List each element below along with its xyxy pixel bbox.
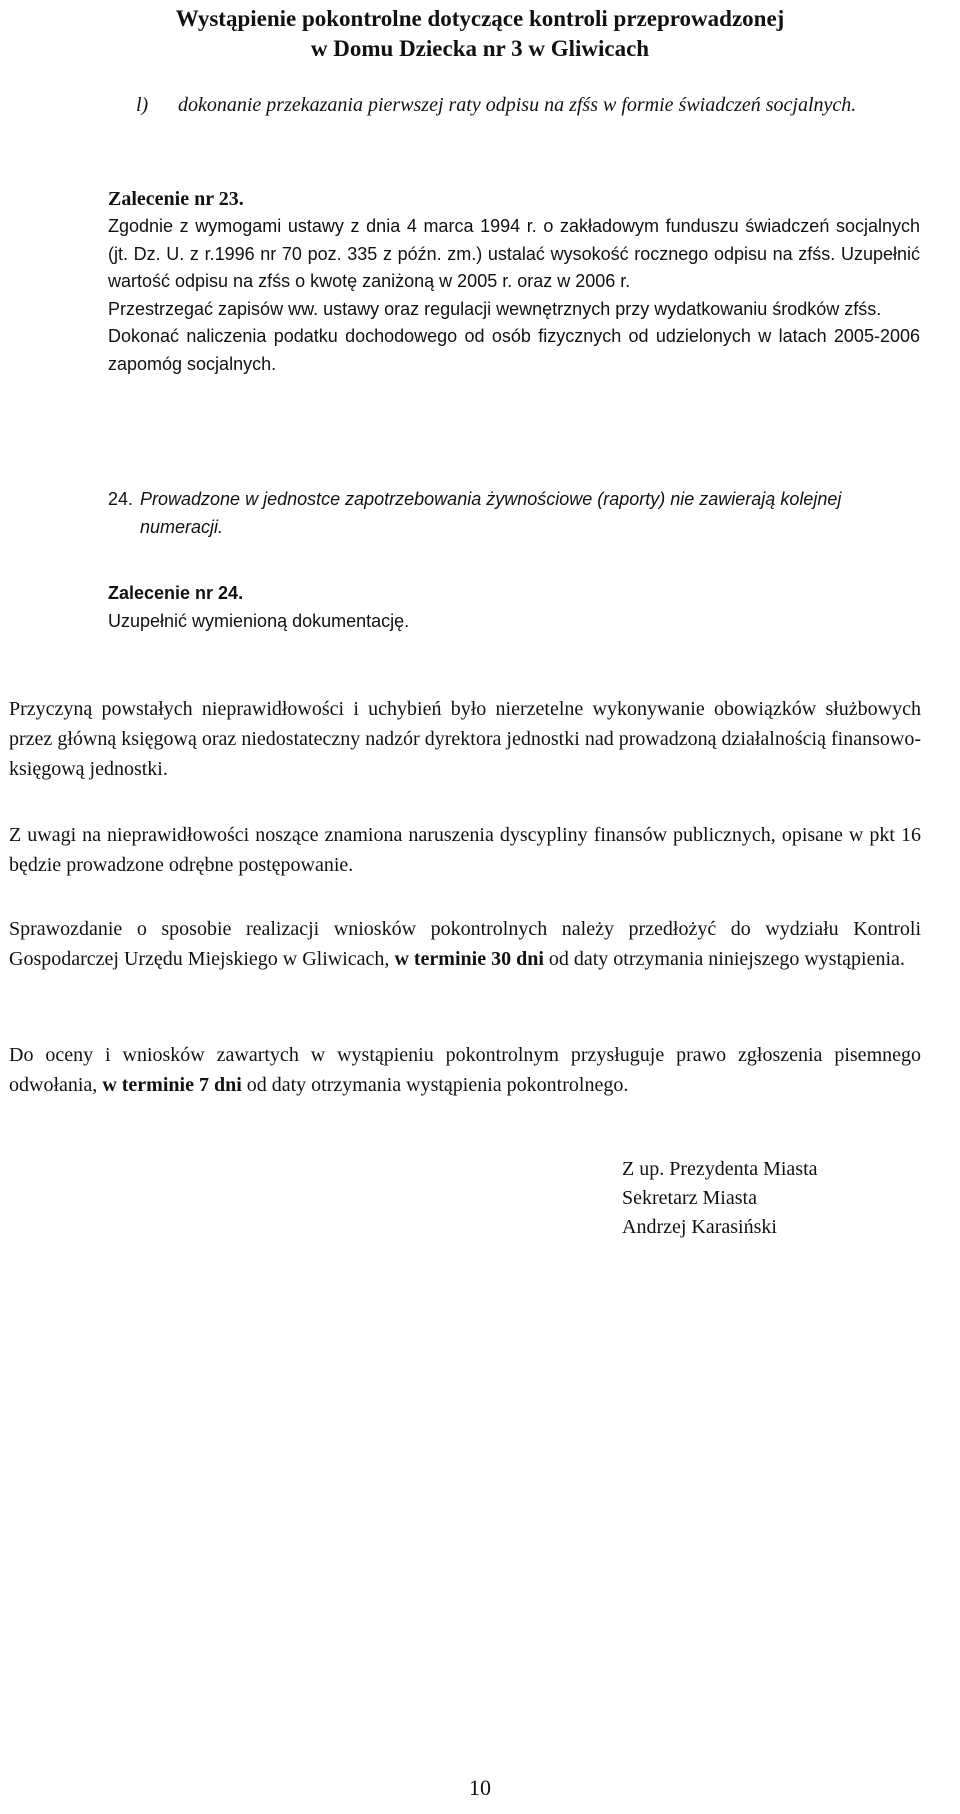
document-header (0, 4, 960, 64)
item-24 (108, 486, 920, 541)
recommendation-23-para-1: Zgodnie z wymogami ustawy z dnia 4 marca 1994 r. o zakładowym funduszu świadczeń socjalnych (jt. Dz. U. z r.1996 nr 70 poz. 335 z późn. zm.) ustalać wysokość rocznego odpisu na zfśs. Uzupełnić wartość odpisu na zfśs o kwotę zaniżoną w 2005 r. oraz w 2006 r. (108, 216, 920, 291)
appeal-text-a: Do oceny i wniosków zawartych w wystąpieniu pokontrolnym przysługuje prawo zgłoszenia pisemnego odwołania, (9, 1044, 921, 1096)
item-24-number: 24. (108, 489, 134, 509)
signature-line-2: Sekretarz Miasta (622, 1187, 757, 1209)
item-l-label: l) (136, 94, 149, 116)
item-24-text: Prowadzone w jednostce zapotrzebowania żywnościowe (raporty) nie zawierają kolejnej numeracji. (140, 489, 842, 537)
appeal-term: w terminie 7 dni (102, 1074, 242, 1096)
report-deadline-text-b: od daty otrzymania niniejszego wystąpienia. (543, 948, 905, 970)
header-line-1: Wystąpienie pokontrolne dotyczące kontroli przeprowadzonej (175, 6, 785, 31)
appeal-text-b: od daty otrzymania wystąpienia pokontrolnego. (241, 1074, 629, 1096)
recommendation-24-title: Zalecenie nr 24. (108, 583, 244, 603)
recommendation-24 (108, 580, 409, 635)
paragraph-report-deadline (9, 914, 921, 974)
signature-line-3: Andrzej Karasiński (622, 1216, 777, 1238)
paragraph-causes: Przyczyną powstałych nieprawidłowości i uchybień było nierzetelne wykonywanie obowiązków służbowych przez główną księgową oraz niedostateczny nadzór dyrektora jednostki nad prowadzoną działalnością finansowo- księgową jednostki. (9, 698, 921, 780)
recommendation-23-para-2: Przestrzegać zapisów ww. ustawy oraz regulacji wewnętrznych przy wydatkowaniu środków zfśs. (108, 298, 882, 319)
recommendation-23-title: Zalecenie nr 23. (108, 188, 244, 210)
paragraph-appeal (9, 1040, 921, 1100)
item-l (136, 92, 891, 120)
paragraph-discipline: Z uwagi na nieprawidłowości noszące znamiona naruszenia dyscypliny finansów publicznych, opisane w pkt 16 będzie prowadzone odrębne postępowanie. (9, 824, 921, 876)
report-deadline-term: w terminie 30 dni (394, 948, 544, 970)
item-l-text: dokonanie przekazania pierwszej raty odpisu na zfśs w formie świadczeń socjalnych. (178, 94, 857, 116)
recommendation-23-body (108, 213, 920, 378)
signature-line-1: Z up. Prezydenta Miasta (622, 1158, 818, 1180)
page-number: 10 (469, 1775, 491, 1800)
recommendation-23-para-3: Dokonać naliczenia podatku dochodowego od osób fizycznych od udzielonych w latach 2005-2006 zapomóg socjalnych. (108, 326, 920, 374)
recommendation-24-text: Uzupełnić wymienioną dokumentację. (108, 610, 410, 631)
report-deadline-text-a: Sprawozdanie o sposobie realizacji wniosków pokontrolnych należy przedłożyć do wydziału Kontroli Gospodarczej Urzędu Miejskiego w Gliwicach, (9, 918, 921, 970)
signature-block (622, 1155, 818, 1242)
header-line-2: w Domu Dziecka nr 3 w Gliwicach (310, 36, 650, 61)
